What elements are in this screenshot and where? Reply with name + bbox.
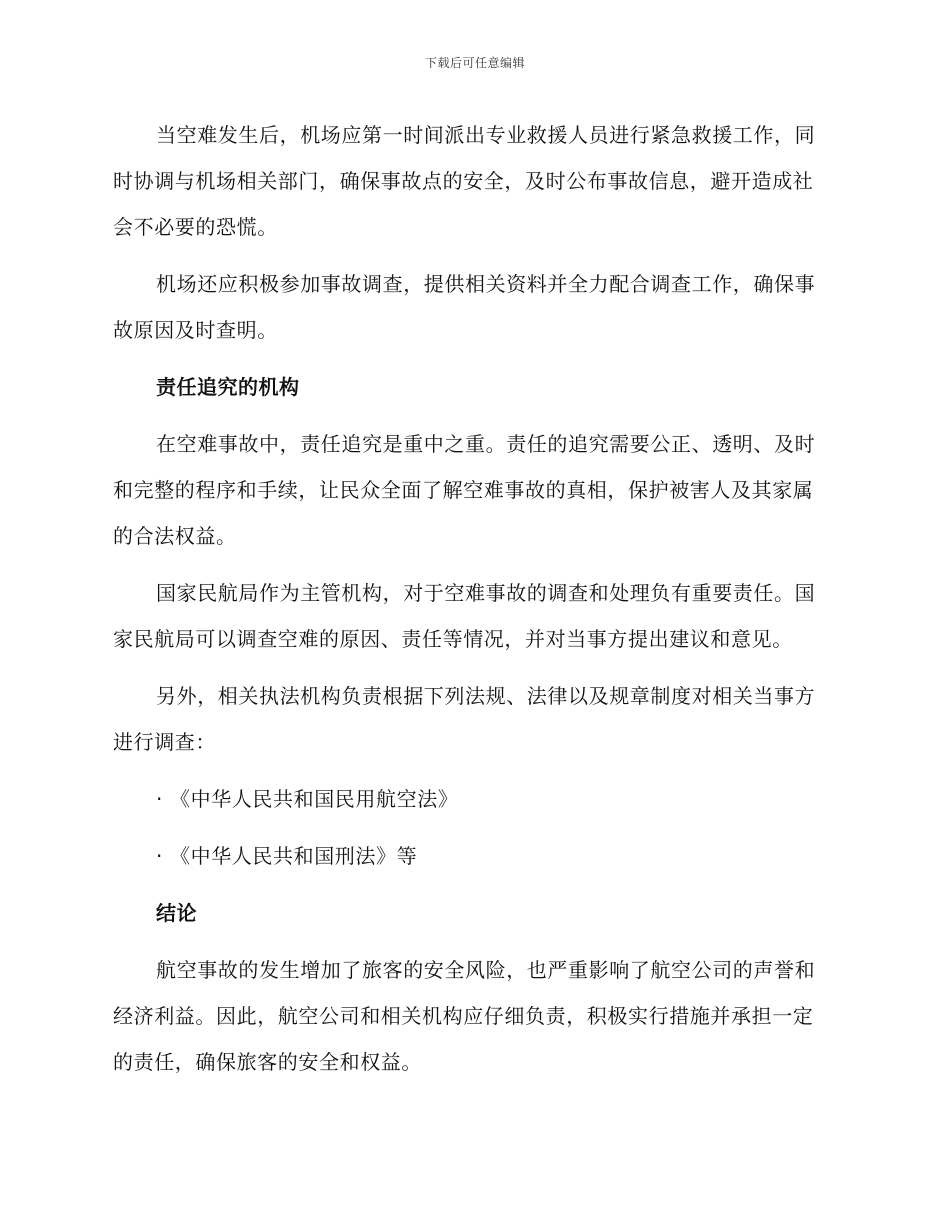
section-heading-conclusion: 结论 xyxy=(156,901,197,925)
paragraph-rescue: 当空难发生后，机场应第一时间派出专业救援人员进行紧急救援工作，同时协调与机场相关部门，确保事故点的安全，及时公布事故信息，避开造成社会不必要的恐慌。 xyxy=(113,123,816,239)
section-heading-accountability: 责任追究的机构 xyxy=(156,375,300,399)
list-item xyxy=(113,833,833,879)
document-body xyxy=(113,112,833,1096)
bullet-marker: · xyxy=(156,787,163,811)
list-item-text: 《中华人民共和国民用航空法》 xyxy=(170,787,459,811)
paragraph-investigation: 机场还应积极参加事故调查，提供相关资料并全力配合调查工作，确保事故原因及时查明。 xyxy=(113,272,816,342)
list-item-text: 《中华人民共和国刑法》等 xyxy=(170,844,418,868)
paragraph-conclusion: 航空事故的发生增加了旅客的安全风险，也严重影响了航空公司的声誉和经济利益。因此，航空公司和相关机构应仔细负责，积极实行措施并承担一定的责任，确保旅客的安全和权益。 xyxy=(113,958,816,1074)
paragraph-accountability: 在空难事故中，责任追究是重中之重。责任的追究需要公正、透明、及时和完整的程序和手续，让民众全面了解空难事故的真相，保护被害人及其家属的合法权益。 xyxy=(113,432,816,548)
paragraph-law-enforcement: 另外，相关执法机构负责根据下列法规、法律以及规章制度对相关当事方进行调查： xyxy=(113,684,816,754)
bullet-marker: · xyxy=(156,844,163,868)
list-item xyxy=(113,776,833,822)
paragraph-caac: 国家民航局作为主管机构，对于空难事故的调查和处理负有重要责任。国家民航局可以调查空难的原因、责任等情况，并对当事方提出建议和意见。 xyxy=(113,581,816,651)
page-header: 下载后可任意编辑 xyxy=(424,56,525,70)
